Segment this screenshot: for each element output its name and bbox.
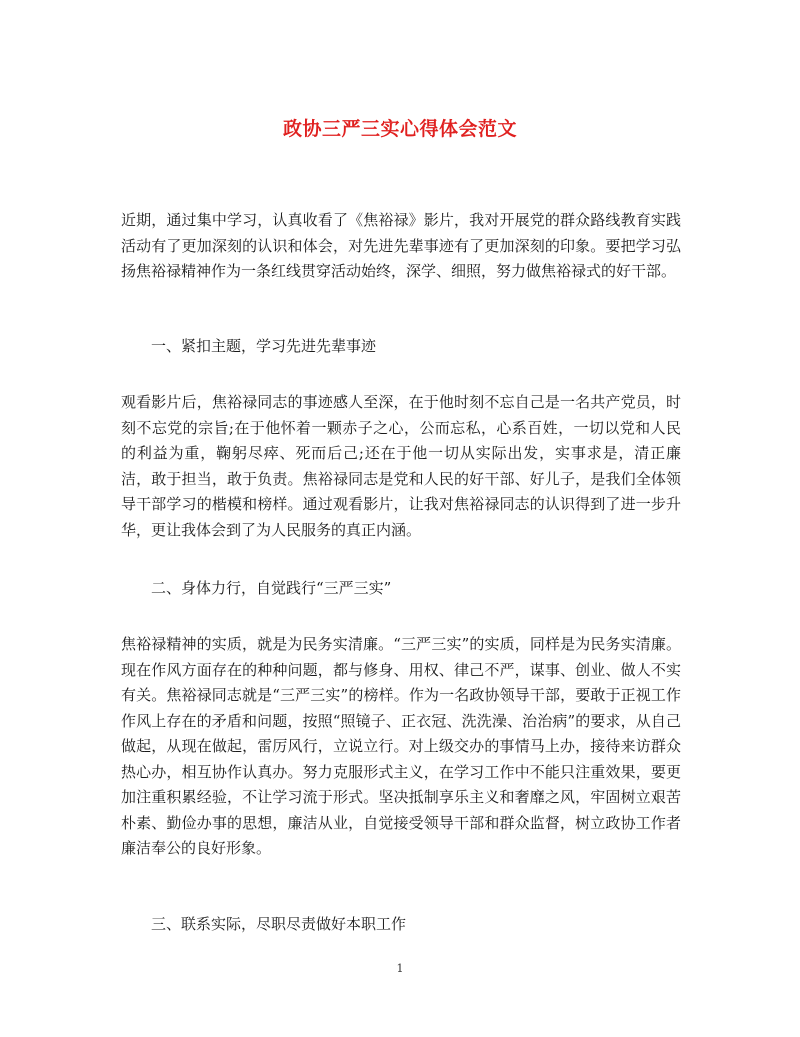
- paragraph-section-1: 观看影片后，焦裕禄同志的事迹感人至深，在于他时刻不忘自己是一名共产党员，时刻不忘党的宗旨;在于他怀着一颗赤子之心，公而忘私，心系百姓，一切以党和人民的利益为重，鞠躬尽瘁、死而后己;还在于他一切从实际出发，实事求是，清正廉洁，敢于担当，敢于负责。焦裕禄同志是党和人民的好干部、好儿子，是我们全体领导干部学习的楷模和榜样。通过观看影片，让我对焦裕禄同志的认识得到了进一步升华，更让我体会到了为人民服务的真正内涵。: [121, 393, 681, 539]
- section-heading-1: 一、紧扣主题，学习先进先辈事迹: [151, 337, 377, 355]
- document-title: 政协三严三实心得体会范文: [282, 118, 517, 140]
- paragraph-intro: 近期，通过集中学习，认真收看了《焦裕禄》影片，我对开展党的群众路线教育实践活动有了更加深刻的认识和体会，对先进先辈事迹有了更加深刻的印象。要把学习弘扬焦裕禄精神作为一条红线贯穿活动始终，深学、细照，努力做焦裕禄式的好干部。: [121, 211, 681, 280]
- paragraph-section-2: 焦裕禄精神的实质，就是为民务实清廉。“三严三实”的实质，同样是为民务实清廉。现在作风方面存在的种种问题，都与修身、用权、律己不严，谋事、创业、做人不实有关。焦裕禄同志就是“三严三实”的榜样。作为一名政协领导干部，要敢于正视工作作风上存在的矛盾和问题，按照“照镜子、正衣冠、洗洗澡、治治病”的要求，从自己做起，从现在做起，雷厉风行，立说立行。对上级交办的事情马上办，接待来访群众热心办，相互协作认真办。努力克服形式主义，在学习工作中不能只注重效果，要更加注重积累经验，不让学习流于形式。坚决抵制享乐主义和奢靡之风，牢固树立艰苦朴素、勤俭办事的思想，廉洁从业，自觉接受领导干部和群众监督，树立政协工作者廉洁奉公的良好形象。: [121, 635, 681, 857]
- section-heading-2: 二、身体力行，自觉践行“三严三实”: [151, 579, 392, 597]
- page-number: 1: [396, 962, 404, 975]
- section-heading-3: 三、联系实际，尽职尽责做好本职工作: [151, 915, 407, 933]
